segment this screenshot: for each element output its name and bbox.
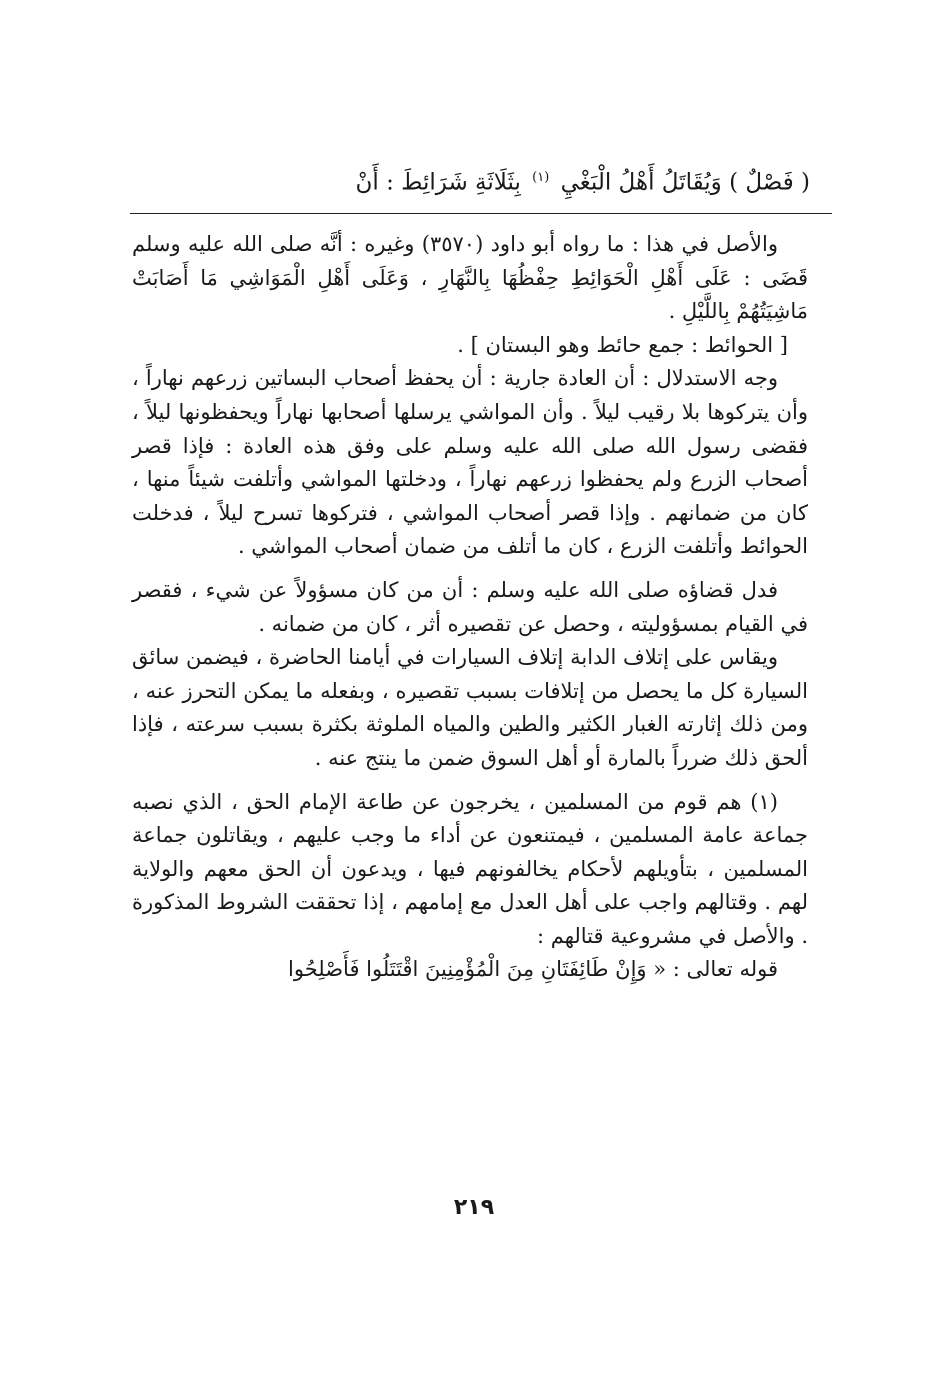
commentary-paragraph-source xyxy=(132,228,808,329)
source-intro: والأصل في هذا : ما رواه أبو داود (٣٥٧٠) وغيره : أنَّه صلى الله عليه xyxy=(188,232,778,256)
matn-text: ( فَصْلٌ ) وَيُقَاتَلُ أَهْلُ الْبَغْيِ xyxy=(560,169,810,196)
commentary-body xyxy=(132,228,808,987)
commentary-paragraph-reasoning: وجه الاستدلال : أن العادة جارية : أن يحفظ أصحاب البساتين زرعهم نهاراً ، وأن يتركوها بلا رقيب ليلاً . وأن المواشي يرسلها أصحابها نهاراً ويحفظونها ليلاً ، فقضى رسول الله صلى الله عليه وسلم على وفق هذه العادة : فإذا قصر أصحاب الزرع ولم يحفظوا زرعهم نهاراً ، ودخلتها المواشي وأتلفت شيئاً منها ، كان من ضمانهم . وإذا قصر أصحاب المواشي ، فتركوها تسرح ليلاً ، فدخلت الحوائط وأتلفت الزرع ، كان ما أتلف من ضمان أصحاب المواشي . xyxy=(132,366,808,559)
definition-note: [ الحوائط : جمع حائط وهو البستان ] . xyxy=(457,332,788,357)
hadith-text: وسلم قَضَى : عَلَى أَهْلِ الْحَوَائِطِ حِفْظُهَا بِالنَّهَارِ ، وَعَلَى أَهْلِ الْمَوَاشِي مَا أَصَابَتْ مَاشِيَتُهُمْ بِاللَّيْلِ . xyxy=(132,232,808,324)
matn-text-continued: بِثَلَاثَةِ شَرَائِطَ : أَنْ xyxy=(355,169,521,196)
separator-rule xyxy=(130,213,832,214)
footnote-marker: (١) xyxy=(532,170,550,185)
matn-line xyxy=(120,160,810,201)
footnote-1-quran: قوله تعالى : « وَإِنْ طَائِفَتَانِ مِنَ الْمُؤْمِنِينَ اقْتَتَلُوا فَأَصْلِحُوا xyxy=(288,957,778,982)
commentary-paragraph-analogy: ويقاس على إتلاف الدابة إتلاف السيارات في أيامنا الحاضرة ، فيضمن سائق السيارة كل ما يحصل من إتلافات بسبب تقصيره ، وبفعله ما يمكن التحرز عنه ، ومن ذلك إثارته الغبار الكثير والطين والمياه الملوثة بكثرة بسبب سرعته ، فإذا ألحق ذلك ضرراً بالمارة أو أهل السوق ضمن ما ينتج عنه . xyxy=(132,645,808,770)
commentary-paragraph-conclusion: فدل قضاؤه صلى الله عليه وسلم : أن من كان مسؤولاً عن شيء ، فقصر في القيام بمسؤوليته ، وحصل عن تقصيره أثر ، كان من ضمانه . xyxy=(132,577,808,636)
page-number: ٢١٩ xyxy=(453,1195,495,1220)
footnote-1: (١) هم قوم من المسلمين ، يخرجون عن طاعة الإمام الحق ، الذي نصبه جماعة عامة المسلمين ، فيمتنعون عن أداء ما وجب عليهم ، ويقاتلون جماعة المسلمين ، بتأويلهم لأحكام يخالفونهم فيها ، ويدعون أن الحق معهم والولاية لهم . وقتالهم واجب على أهل العدل مع إمامهم ، إذا تحققت الشروط المذكورة . والأصل في مشروعية قتالهم : xyxy=(132,789,808,948)
